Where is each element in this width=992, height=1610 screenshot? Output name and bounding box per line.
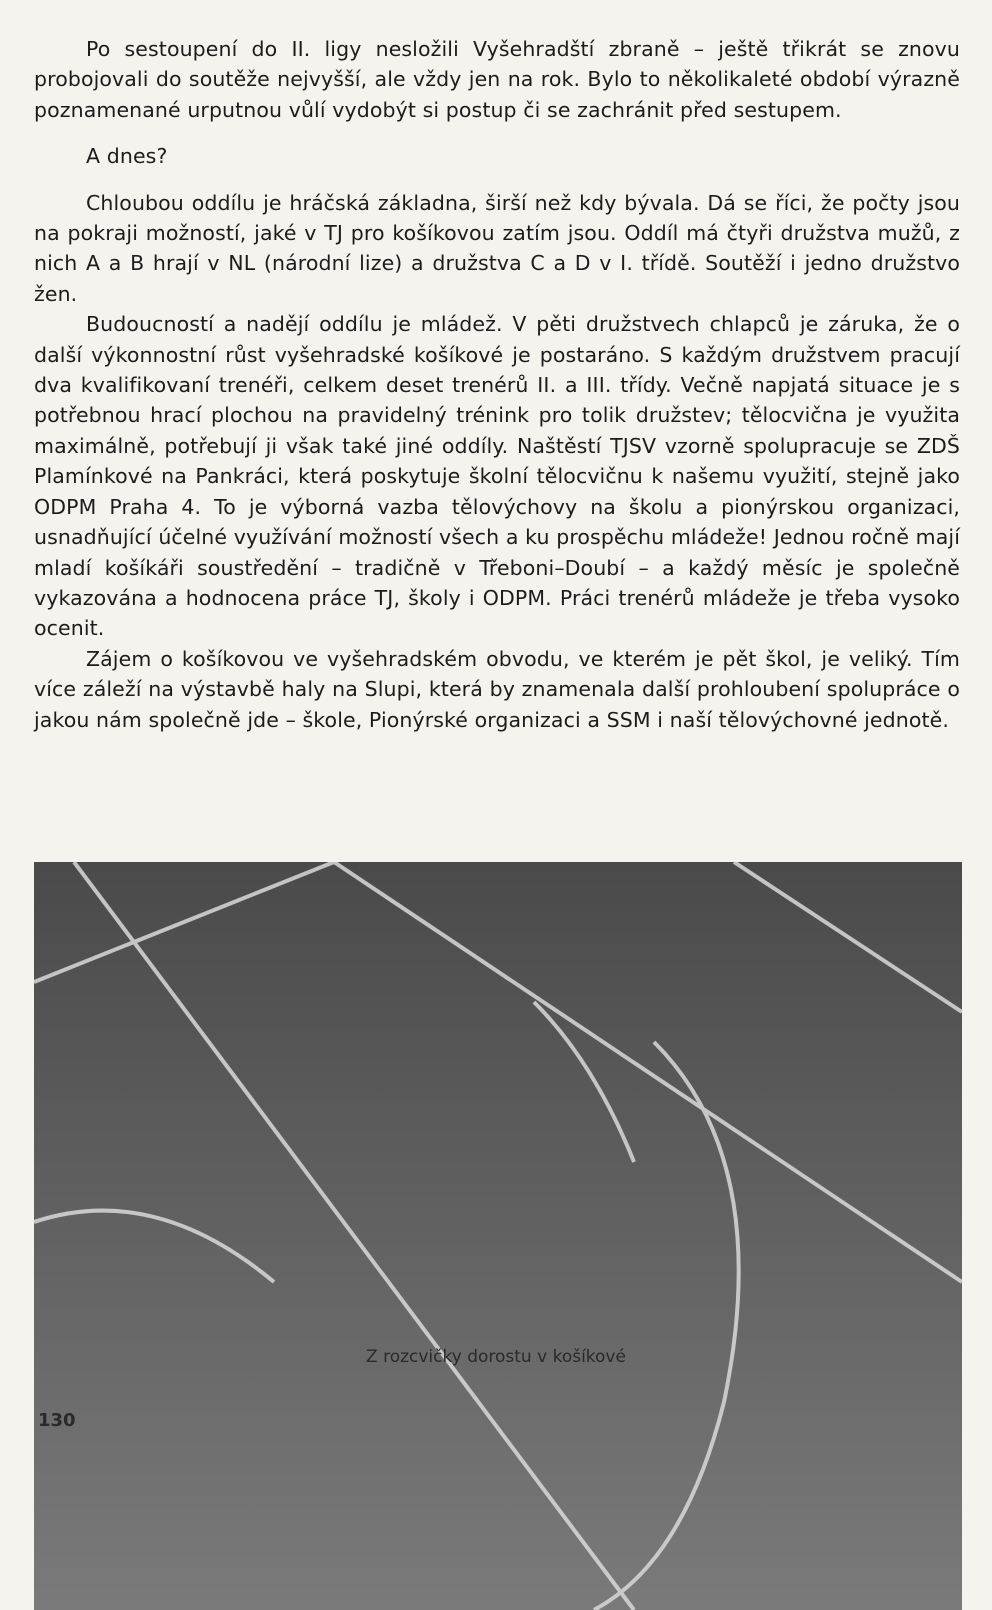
- paragraph-5: Zájem o košíkovou ve vyšehradském obvodu, ve kterém je pět škol, je veliký. Tím více záleží na výstavbě haly na Slupi, která by znamenala další prohloubení spolupráce o jakou nám společně jde – škole, Pionýrské organizaci a SSM i naší tělovýchovné jednotě.: [34, 646, 960, 732]
- paragraph-1: Po sestoupení do II. ligy nesložili Vyšehradští zbraně – ještě třikrát se znovu probojovali do soutěže nejvyšší, ale vždy jen na rok. Bylo to několikaleté období výrazně poznamenané urputnou vůlí vydobýt si postup či se zachránit před sestupem.: [34, 37, 960, 122]
- paragraph-3: Chloubou oddílu je hráčská základna, širší než kdy bývala. Dá se říci, že počty jsou na pokraji možností, jaké v TJ pro košíkovou zatím jsou. Oddíl má čtyři družstva mužů, z nich A a B hrají v NL (národní lize) a družstva C a D v I. třídě. Soutěží i jedno družstvo žen.: [34, 190, 960, 306]
- photo-caption: Z rozcvičky dorostu v košíkové: [366, 1347, 626, 1367]
- body-text: [34, 34, 960, 735]
- paragraph-2: A dnes?: [86, 144, 168, 169]
- paragraph-4: Budoucností a nadějí oddílu je mládež. V pěti družstvech chlapců je záruka, že o další výkonnostní růst vyšehradské košíkové je postaráno. S každým družstvem pracují dva kvalifikovaní trenéři, celkem deset trenérů II. a III. třídy. Večně napjatá situace je s potřebnou hrací plochou na pravidelný trénink pro tolik družstev; tělocvična je využita maximálně, potřebují ji však také jiné oddíly. Naštěstí TJSV vzorně spolupracuje se ZDŠ Plamínkové na Pankráci, která poskytuje školní tělocvičnu k našemu využití, stejně jako ODPM Praha 4. To je výborná vazba tělovýchovy na školu a pionýrskou organizaci, usnadňující účelné využívání možností všech a ku prospěchu mládeže! Jednou ročně mají mladí košíkáři soustředění – tradičně v Třeboni–Doubí – a každý měsíc je společně vykazována a hodnocena práce TJ, školy i ODPM. Práci trenérů mládeže je třeba vysoko ocenit.: [34, 312, 960, 641]
- page-number: 130: [38, 1410, 76, 1431]
- basketball-warmup-photo: [34, 862, 962, 1610]
